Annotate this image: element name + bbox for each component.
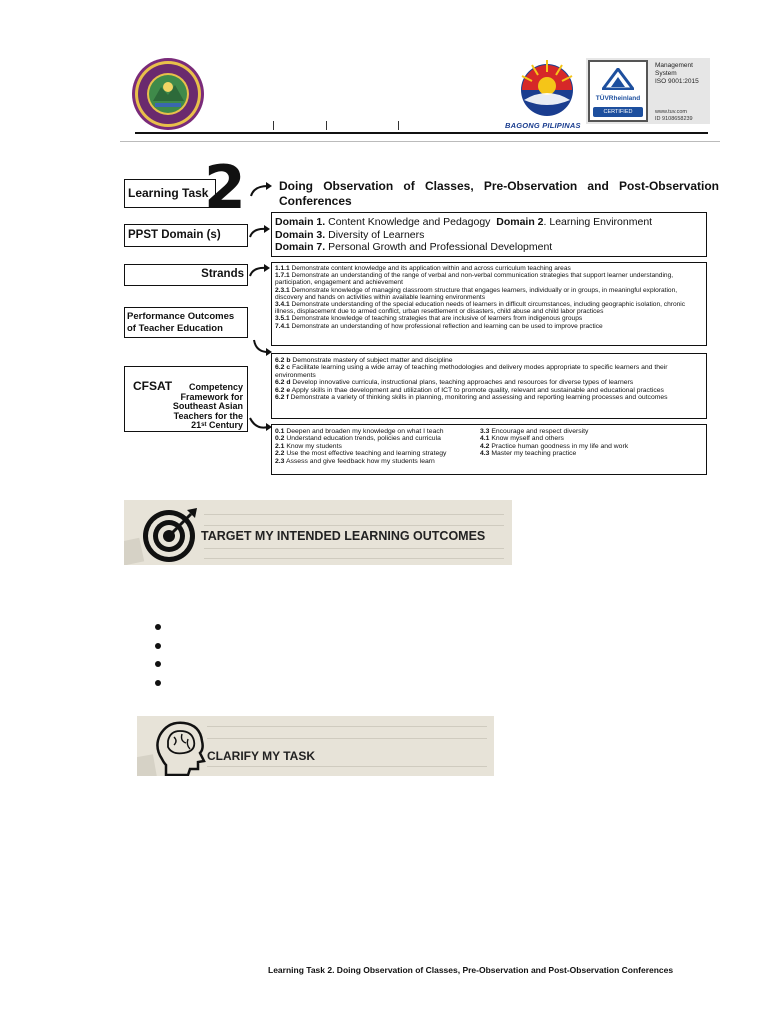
strand-item — [275, 265, 703, 272]
banner-line — [207, 726, 487, 727]
cert-line: www.tuv.com — [655, 109, 687, 115]
strand-item — [275, 323, 703, 330]
target-icon — [139, 504, 201, 564]
strand-text: Demonstrate an understanding of the range of verbal and non-verbal communication strategies that support learner understanding, participation, engagement and achievement — [275, 272, 674, 287]
cfsat-item — [275, 443, 480, 450]
strand-text: Demonstrate an understanding of how professional reflection and learning can be used to improve practice — [291, 322, 603, 330]
bagong-pilipinas-logo — [512, 56, 582, 118]
certificate-id-text — [655, 109, 709, 123]
outcome-item — [275, 379, 703, 386]
list-bullet — [155, 661, 161, 667]
strand-item — [275, 272, 703, 286]
cfsat-code: 4.2 — [480, 442, 490, 450]
outcome-text: Develop innovative curricula, instructional plans, teaching approaches and resources for diverse types of learners — [292, 379, 634, 387]
strands-list — [271, 262, 707, 346]
cfsat-code: 4.3 — [480, 450, 490, 458]
cfsat-item — [275, 450, 480, 457]
management-line: Management — [655, 62, 693, 69]
curved-arrow-icon — [248, 223, 272, 241]
cfsat-item — [275, 458, 480, 465]
outcome-code: 6.2 d — [275, 379, 291, 387]
tuv-badge — [588, 60, 648, 122]
cfsat-code: 2.1 — [275, 442, 285, 450]
domain-line — [275, 229, 703, 242]
outcome-code: 6.2 c — [275, 364, 291, 372]
university-seal-logo — [131, 57, 205, 131]
cfsat-text: Know myself and others — [491, 435, 564, 443]
outcome-item — [275, 357, 703, 364]
header-tick — [273, 121, 274, 130]
banner-line — [207, 766, 487, 767]
strand-code: 1.7.1 — [275, 272, 290, 280]
cfsat-text: Encourage and respect diversity — [491, 428, 589, 435]
cfsat-code: 3.3 — [480, 428, 490, 435]
domain-id: Domain 3. — [275, 228, 326, 241]
cfsat-item — [275, 428, 480, 435]
learning-task-label: Learning Task — [124, 179, 216, 208]
strand-code: 2.3.1 — [275, 286, 290, 294]
domain-name: Content Knowledge and Pedagogy — [328, 216, 491, 228]
ppst-domain-label: PPST Domain (s) — [124, 224, 248, 247]
outcome-text: Demonstrate mastery of subject matter and discipline — [292, 357, 453, 364]
cfsat-item — [275, 435, 480, 442]
banner-line — [204, 525, 504, 526]
cfsat-code: 4.1 — [480, 435, 490, 443]
outcome-code: 6.2 e — [275, 386, 291, 394]
cfsat-competency-list — [271, 424, 707, 475]
strands-label: Strands — [124, 264, 248, 286]
cfsat-code: 2.3 — [275, 457, 285, 465]
ppst-domain-list — [271, 212, 707, 257]
tuv-certified-label: CERTIFIED — [593, 107, 643, 117]
tuv-name: TÜVRheinland — [595, 95, 641, 102]
cfsat-column-right — [480, 428, 704, 458]
strand-code: 3.5.1 — [275, 315, 290, 323]
list-bullet — [155, 643, 161, 649]
list-bullet — [155, 624, 161, 630]
strand-item — [275, 301, 703, 315]
domain-name: Diversity of Learners — [328, 228, 425, 241]
cfsat-text: Assess and give feedback how my students learn — [285, 457, 435, 465]
management-line: ISO 9001:2015 — [655, 78, 699, 85]
strand-item — [275, 315, 703, 322]
domain-id: Domain 7. — [275, 241, 326, 253]
learning-task-number: 2 — [204, 153, 246, 223]
header-tick — [398, 121, 399, 130]
clarify-task-banner — [137, 716, 494, 776]
outcome-item — [275, 387, 703, 394]
management-line: System — [655, 70, 677, 77]
cfsat-label-box — [124, 366, 248, 432]
strand-text: Demonstrate understanding of the special education needs of learners in difficult circumstances, including geographic isolation, chronic illness, displacement due to armed conflict, urban resettlement or disasters, child abuse and child labor practices — [275, 301, 686, 316]
banner-line — [207, 738, 487, 739]
outcome-text: Facilitate learning using a wide array of teaching methodologies and delivery modes appropriate to specific learners and their environments — [275, 364, 668, 379]
banner-line — [204, 514, 504, 515]
strand-code: 7.4.1 — [275, 322, 290, 330]
strand-code: 3.4.1 — [275, 301, 290, 309]
performance-outcomes-label: Performance Outcomes of Teacher Education — [124, 307, 248, 338]
outcome-text: Apply skills in thae development and utilization of ICT to promote quality, relevant and sustainable and educational practices — [291, 386, 664, 394]
domain-id: Domain 2 — [496, 216, 544, 228]
cfsat-text: Deepen and broaden my knowledge on what I teach — [286, 428, 444, 435]
page-footer: Learning Task 2. Doing Observation of Classes, Pre-Observation and Post-Observation Conferences — [268, 965, 674, 975]
domain-line — [275, 241, 703, 254]
cfsat-code: 0.1 — [275, 428, 285, 435]
strand-text: Demonstrate content knowledge and its application within and across curriculum teaching areas — [291, 265, 571, 272]
cfsat-item — [480, 450, 704, 457]
banner-line — [204, 548, 504, 549]
cfsat-text: Practice human goodness in my life and work — [491, 442, 629, 450]
cfsat-column-left — [275, 428, 480, 465]
outcome-code: 6.2 b — [275, 357, 291, 364]
strand-item — [275, 287, 703, 301]
outcome-text: Demonstrate a variety of thinking skills in planning, monitoring and assessing and reporting learning processes and outcomes — [290, 394, 668, 402]
target-outcomes-title: TARGET MY INTENDED LEARNING OUTCOMES — [201, 529, 486, 543]
brain-head-icon — [152, 719, 208, 776]
cfsat-code: 2.2 — [275, 450, 285, 458]
bagong-pilipinas-label: BAGONG PILIPINAS — [505, 121, 581, 130]
cfsat-text: Understand education trends, policies and curricula — [286, 435, 441, 443]
header-rule — [135, 132, 708, 134]
cfsat-code: 0.2 — [275, 435, 285, 443]
list-bullet — [155, 680, 161, 686]
cfsat-full-name: Competency Framework for Southeast Asian Teachers for the 21ˢᵗ Century — [172, 382, 243, 430]
cfsat-text: Master my teaching practice — [491, 450, 577, 458]
cfsat-text: Use the most effective teaching and learning strategy — [286, 450, 447, 458]
outcome-item — [275, 394, 703, 401]
domain-name: . Learning Environment — [543, 216, 653, 228]
tuv-triangle-icon — [602, 68, 634, 90]
cfsat-item — [480, 443, 704, 450]
header-tick — [326, 121, 327, 130]
cfsat-item — [480, 435, 704, 442]
target-outcomes-banner — [124, 500, 512, 565]
cert-line: ID 9108658239 — [655, 116, 693, 122]
cfsat-item — [480, 428, 704, 435]
divider-line — [120, 141, 720, 142]
management-system-text — [655, 62, 709, 86]
cfsat-text: Know my students — [286, 442, 342, 450]
domain-line — [275, 216, 703, 229]
outcome-item — [275, 364, 703, 379]
iso-certification-box — [586, 58, 710, 124]
curved-arrow-icon — [248, 262, 272, 280]
cfsat-abbreviation: CFSAT — [133, 379, 173, 393]
strand-text: Demonstrate knowledge of teaching strategies that are inclusive of learners from indigenous groups — [291, 315, 583, 323]
domain-name: Personal Growth and Professional Development — [328, 241, 553, 253]
performance-outcomes-list — [271, 353, 707, 419]
clarify-task-title: CLARIFY MY TASK — [207, 749, 316, 763]
learning-task-title: Doing Observation of Classes, Pre-Observation and Post-Observation Conferences — [279, 179, 719, 208]
domain-id: Domain 1. — [275, 216, 326, 228]
outcomes-bullet-list — [155, 624, 161, 698]
curved-arrow-icon — [248, 180, 274, 200]
outcome-code: 6.2 f — [275, 394, 289, 402]
strand-code: 1.1.1 — [275, 265, 290, 272]
strand-text: Demonstrate knowledge of managing classroom structure that engages learners, individually or in groups, in meaningful exploration, discovery and hands on activities within available learning environments — [275, 286, 678, 301]
banner-line — [204, 558, 504, 559]
